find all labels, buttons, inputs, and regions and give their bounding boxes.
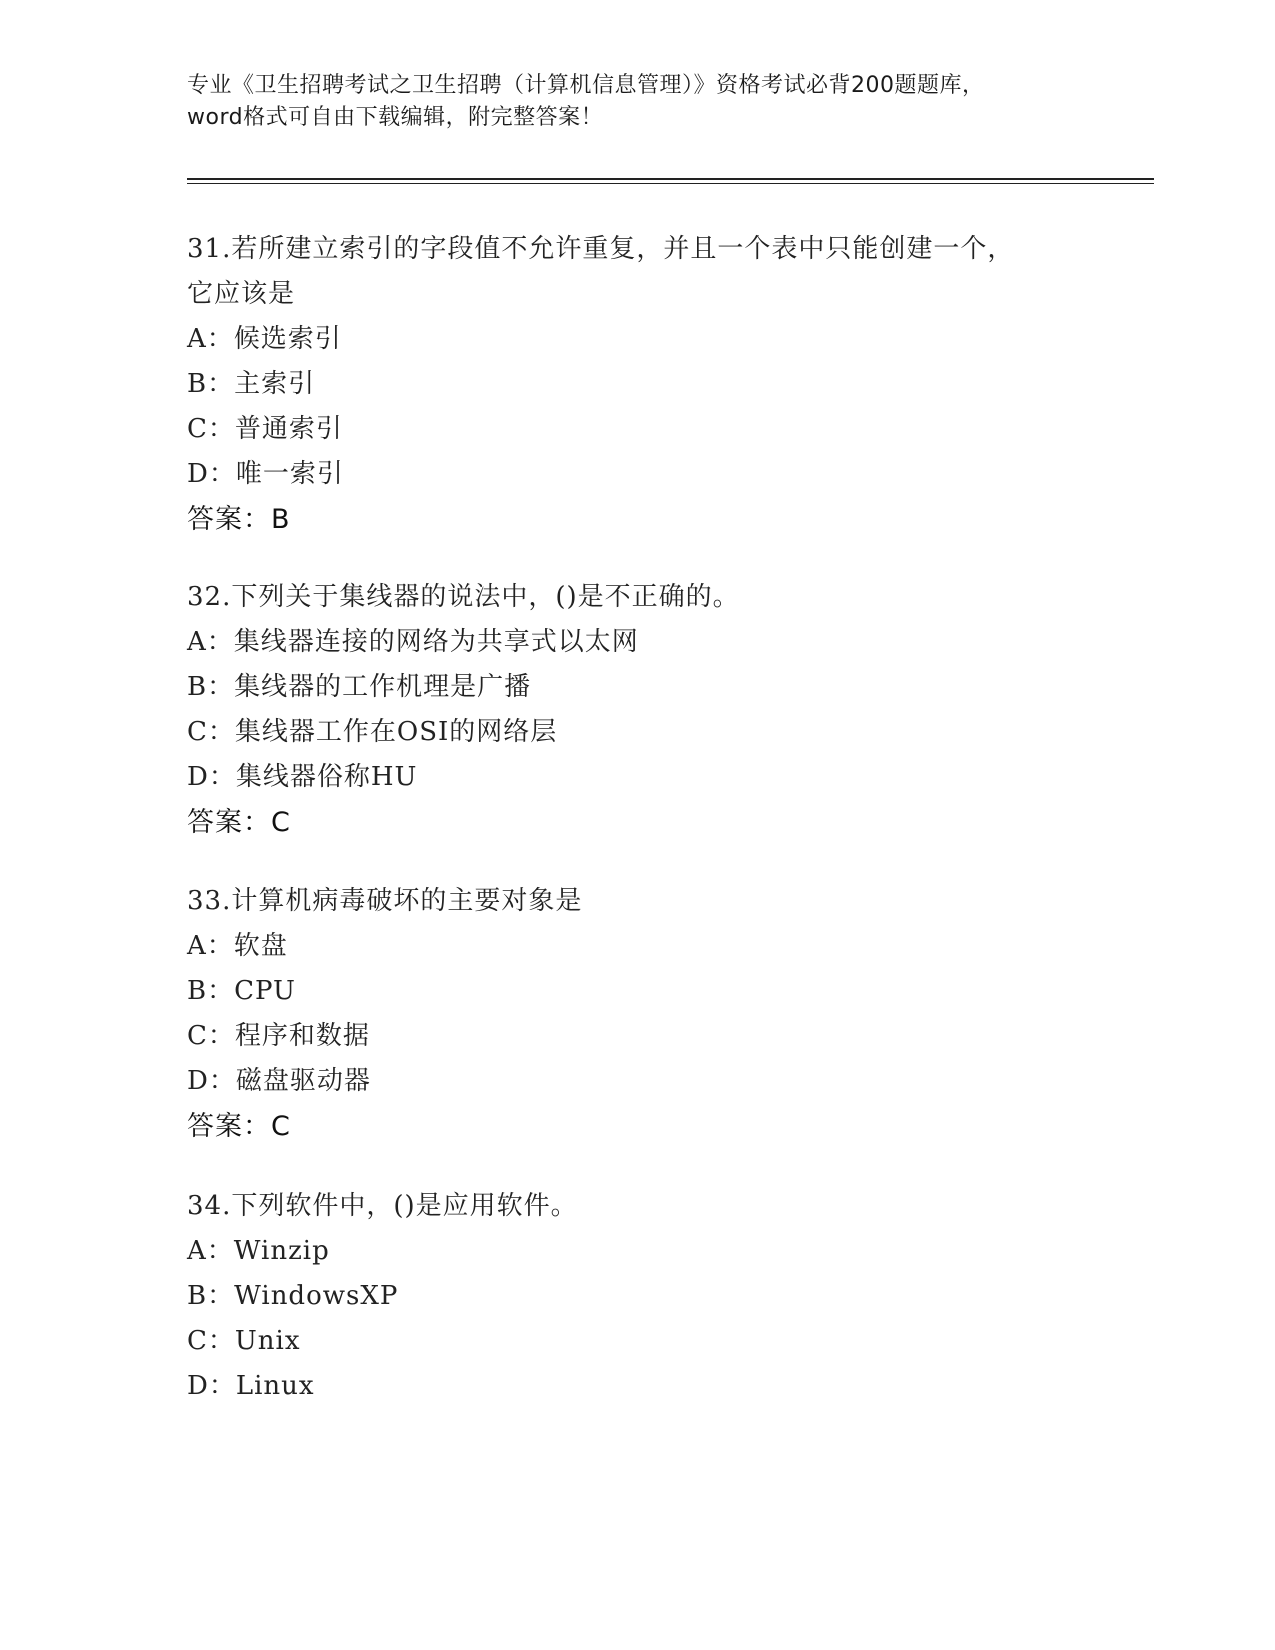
option-d: D：Linux [187,1371,315,1401]
option-a: A：Winzip [187,1236,330,1266]
document-header [187,70,1087,134]
option-c: C：Unix [187,1326,301,1356]
answer-label: 答案：C [187,1111,291,1142]
option-c: C：程序和数据 [187,1021,370,1051]
option-a: A：候选索引 [187,324,342,354]
answer-label: 答案：B [187,504,291,535]
option-b: B：集线器的工作机理是广播 [187,672,532,702]
question-stem: 它应该是 [187,279,296,309]
option-a: A：集线器连接的网络为共享式以太网 [187,627,639,657]
header-line-2: word格式可自由下载编辑，附完整答案！ [187,105,604,130]
question-stem: 31.若所建立索引的字段值不允许重复，并且一个表中只能创建一个， [187,234,1015,264]
question-stem: 34.下列软件中，()是应用软件。 [187,1191,578,1221]
answer-label: 答案：C [187,807,291,838]
question-32 [187,575,1147,846]
question-33 [187,879,1147,1150]
option-b: B：CPU [187,976,296,1006]
option-c: C：集线器工作在OSI的网络层 [187,717,558,747]
option-b: B：主索引 [187,369,316,399]
question-34 [187,1184,1147,1409]
option-d: D：磁盘驱动器 [187,1066,371,1096]
option-a: A：软盘 [187,931,288,961]
option-c: C：普通索引 [187,414,343,444]
option-d: D：集线器俗称HU [187,762,418,792]
option-b: B：WindowsXP [187,1281,399,1311]
header-divider-thin [187,183,1154,184]
header-divider-thick [187,178,1154,180]
question-31 [187,227,1147,543]
question-stem: 32.下列关于集线器的说法中，()是不正确的。 [187,582,740,612]
header-line-1: 专业《卫生招聘考试之卫生招聘（计算机信息管理）》资格考试必背200题题库， [187,73,985,98]
question-stem: 33.计算机病毒破坏的主要对象是 [187,886,583,916]
option-d: D：唯一索引 [187,459,344,489]
